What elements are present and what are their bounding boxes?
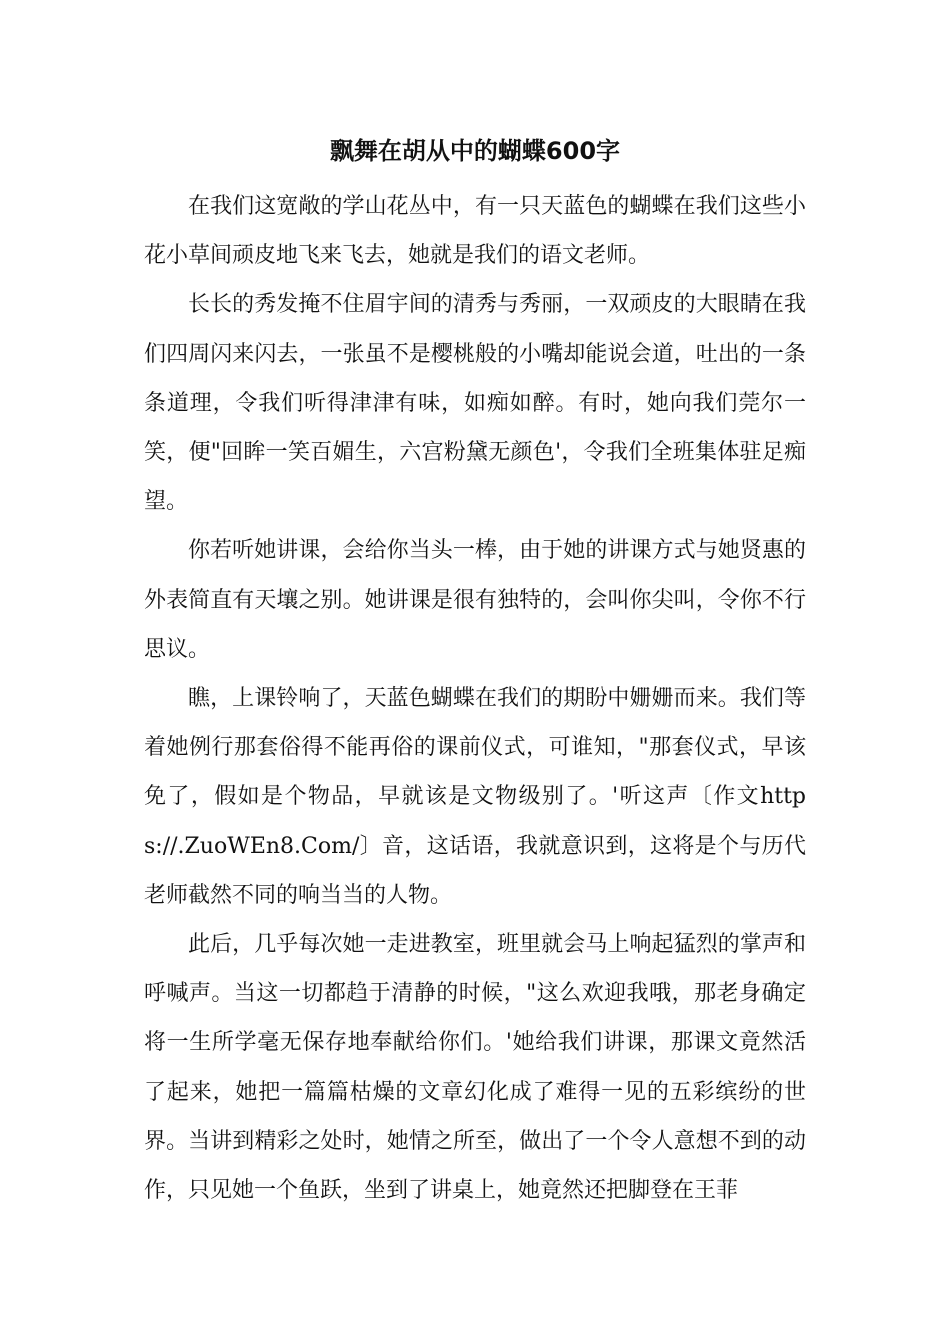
paragraph: 你若听她讲课，会给你当头一棒，由于她的讲课方式与她贤惠的外表简直有天壤之别。她讲课是很有独特的，会叫你尖叫，令你不行思议。 — [144, 538, 806, 662]
paragraph: 此后，几乎每次她一走进教室，班里就会马上响起猛烈的掌声和呼喊声。当这一切都趋于清静的时候，"这么欢迎我哦，那老身确定将一生所学毫无保存地奉献给你们。'她给我们讲课，那课文竟然活了起来，她把一篇篇枯燥的文章幻化成了难得一见的五彩缤纷的世界。当讲到精彩之处时，她情之所至，做出了一个令人意想不到的动作，只见她一个鱼跃，坐到了讲桌上，她竟然还把脚登在王菲 — [144, 932, 806, 1204]
document-body — [144, 182, 806, 1215]
paragraph: 瞧，上课铃响了，天蓝色蝴蝶在我们的期盼中姗姗而来。我们等着她例行那套俗得不能再俗的课前仪式，可谁知，"那套仪式，早该免了，假如是个物品，早就该是文物级别了。'听这声〔作文https://.ZuoWEn8.Com/〕音，这话语，我就意识到，这将是个与历代老师截然不同的响当当的人物。 — [144, 686, 806, 908]
paragraph: 在我们这宽敞的学山花丛中，有一只天蓝色的蝴蝶在我们这些小花小草间顽皮地飞来飞去，她就是我们的语文老师。 — [144, 194, 806, 269]
document-title: 飘舞在胡从中的蝴蝶600字 — [329, 137, 621, 165]
paragraph: 长长的秀发掩不住眉宇间的清秀与秀丽，一双顽皮的大眼睛在我们四周闪来闪去，一张虽不是樱桃般的小嘴却能说会道，吐出的一条条道理，令我们听得津津有味，如痴如醉。有时，她向我们莞尔一笑，便"回眸一笑百媚生，六宫粉黛无颜色'，令我们全班集体驻足痴望。 — [144, 292, 806, 515]
